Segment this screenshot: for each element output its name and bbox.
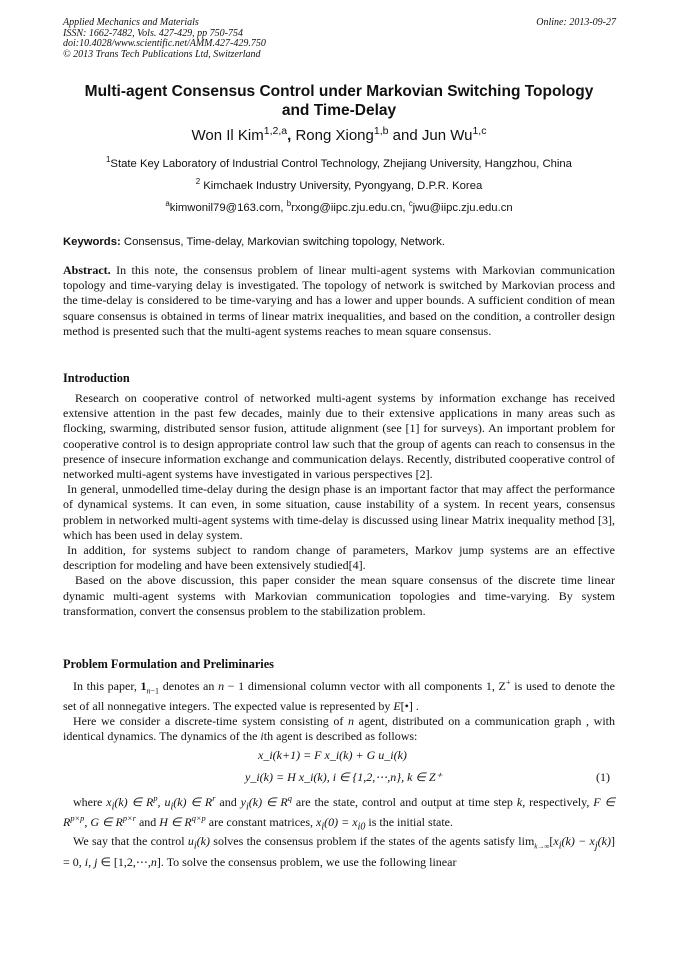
email-link[interactable]: rxong@iipc.zju.edu.cn, (291, 202, 409, 214)
math-inline: 1 (140, 679, 147, 693)
author-separator: and (388, 127, 422, 144)
problem-heading: Problem Formulation and Preliminaries (63, 657, 274, 671)
math-inline: k, (516, 795, 526, 809)
author-emails (50, 199, 628, 214)
author-list (63, 127, 615, 144)
math-inline: $\lim_{k\to\infty}[x_i(k) - x_j(k)] = 0$, i, j ∈ [1,2,⋯,n] (63, 834, 615, 869)
math-inline: i (260, 729, 264, 743)
issn-line: ISSN: 1662-7482, Vols. 427-429, pp 750-754 (63, 27, 243, 39)
math-inline: H ∈ $R^{q\times p}$ (159, 813, 206, 829)
math-inline: $y_i(k)$ ∈ $R^q$ (240, 794, 292, 813)
affiliation-1 (50, 155, 628, 170)
title-line-1: Multi-agent Consensus Control under Markovian Switching Topology (84, 83, 594, 100)
abstract (63, 263, 615, 339)
author-name: Jun Wu (421, 127, 473, 144)
introduction-heading: Introduction (63, 371, 130, 385)
text-run: are the state, control and output at time step (291, 795, 517, 809)
affiliation-text: State Key Laboratory of Industrial Control Technology, Zhejiang University, Hangzhou, China (110, 158, 572, 170)
math-inline: F ∈ $R^{p\times p}$, G ∈ $R^{p\times r}$ (63, 795, 615, 829)
text-run: are constant matrices, (205, 814, 317, 829)
email-link[interactable]: kimwonil79@163.com, (169, 202, 287, 214)
text-run: and (215, 795, 241, 809)
math-inline: n−1 (146, 686, 160, 696)
equation-output: y_i(k) = H x_i(k), i ∈ {1,2,⋯,n}, k ∈ Z⁺ (245, 770, 442, 784)
text-run: where (73, 795, 107, 809)
introduction-body (63, 391, 615, 619)
paragraph: In this paper, $1_{n-1}$ denotes an n − 1 dimensional column vector with all components 1, Z+ is used to denote the set of all nonnegative integers. The expected value is represented by E[•] . (63, 678, 615, 713)
paragraph: In addition, for systems subject to random change of parameters, Markov jump systems are an effective description for modeling and have been extensively studied[4]. (63, 543, 615, 573)
journal-header (63, 18, 483, 60)
online-date: Online: 2013-09-27 (536, 17, 616, 28)
affiliation-2 (50, 177, 628, 192)
paragraph (63, 714, 615, 744)
equation-state: x_i(k+1) = F x_i(k) + G u_i(k) (258, 748, 407, 762)
text-run: dimensional column vector with all components 1, (244, 679, 499, 693)
keywords (63, 236, 615, 248)
author-name: Rong Xiong (295, 127, 374, 144)
text-run: is the initial state. (365, 814, 454, 829)
math-inline: Z+ (498, 678, 511, 693)
keywords-label: Keywords: (63, 236, 121, 248)
text-run: and (135, 814, 160, 829)
math-inline: [•] (400, 698, 413, 713)
paragraph: In general, unmodelled time-delay during the design phase is an important factor that may affect the performance of dynamical systems. It can even, in some situation, cause instability of a system. In recent years, consensus problem in networked multi-agent systems with time-delay is discussed using linear Matrix inequality method [3], which has been used in delay system. (63, 482, 615, 542)
text-run: respectively, (529, 795, 594, 809)
affiliation-marker: 1 (106, 155, 111, 165)
problem-body (63, 679, 615, 744)
abstract-text: In this note, the consensus problem of linear multi-agent systems with Markovian communication topology and time-varying delay is investigated. The topology of network is switched by Markovian process and the time-delay is considered to be time-varying and has a lower and upper bounds. A sufficient condition of mean square consensus is obtained in terms of linear matrix inequalities, and based on the condition, a controller design method is presented such that the multi-agent systems reaches to mean square consensus. (63, 263, 615, 338)
journal-name: Applied Mechanics and Materials (63, 17, 199, 28)
paragraph (63, 834, 615, 870)
author-name: Won Il Kim (191, 127, 264, 144)
problem-body-continued (63, 795, 615, 870)
text-run: th agent is described as follows: (263, 729, 418, 743)
math-inline: $x_i(k)$ ∈ $R^p$, $u_i(k)$ ∈ $R^r$ (106, 794, 216, 813)
copyright-line: © 2013 Trans Tech Publications Ltd, Switzerland (63, 48, 261, 60)
author-superscript: 1,c (472, 125, 487, 137)
math-inline: E (393, 698, 401, 713)
title-line-2: and Time-Delay (281, 102, 397, 119)
author-superscript: 1,2,a (263, 125, 288, 137)
text-run: denotes an (159, 679, 219, 693)
doi-line[interactable]: doi:10.4028/www.scientific.net/AMM.427-429.750 (63, 38, 266, 49)
text-run: In this paper, (73, 679, 141, 693)
author-separator: , (287, 127, 296, 144)
email-marker: b (286, 199, 292, 209)
math-inline: n (347, 713, 354, 728)
paragraph: Research on cooperative control of networked multi-agent systems by information exchange has received extensive attention in the past few decades, mainly due to their extensive applications in many areas such as flocking, swarming, distributed sensor fusion, attitude alignment (see [1] for surveys). An important problem for cooperative control is to design appropriate control law such that the group of agents can reach to consensus in the presence of insecure information exchange and communication delays. Recently, distributed cooperative control of networked multi-agent systems have investigated in various perspectives [2]. (63, 391, 615, 482)
math-inline: − 1 (224, 679, 245, 693)
paragraph (63, 795, 615, 834)
math-inline: $x_i(0) = x_{i0}$ (316, 814, 366, 832)
abstract-label: Abstract. (63, 263, 111, 277)
paper-title (63, 82, 615, 120)
math-inline: $u_i(k)$ (187, 834, 210, 852)
text-run: . To solve the consensus problem, we use the following linear (160, 854, 457, 869)
text-run: agent, distributed on a communication graph , with identical dynamics. The dynamics of the (63, 713, 615, 743)
affiliation-text: Kimchaek Industry University, Pyongyang, D.P.R. Korea (200, 180, 483, 192)
text-run: solves the consensus problem if the states of the agents satisfy (209, 834, 519, 849)
email-marker: a (165, 199, 170, 209)
text-run: Here we consider a discrete-time system consisting of (73, 713, 348, 728)
math-inline: n (218, 679, 225, 693)
paragraph: Based on the above discussion, this paper consider the mean square consensus of the discrete time linear dynamic multi-agent systems with Markovian communication topologies and time-varying. By system transformation, convert the consensus problem to the stabilization problem. (63, 573, 615, 618)
affiliation-marker: 2 (195, 177, 201, 187)
text-run: is used to denote the set of all nonnegative integers. The expected value is represented by (63, 679, 615, 713)
equation-number: (1) (596, 770, 610, 784)
email-marker: c (408, 199, 413, 209)
text-run: We say that the control (73, 834, 188, 849)
email-link[interactable]: jwu@iipc.zju.edu.cn (412, 202, 513, 214)
author-superscript: 1,b (373, 125, 389, 137)
keywords-text: Consensus, Time-delay, Markovian switching topology, Network. (120, 236, 445, 248)
